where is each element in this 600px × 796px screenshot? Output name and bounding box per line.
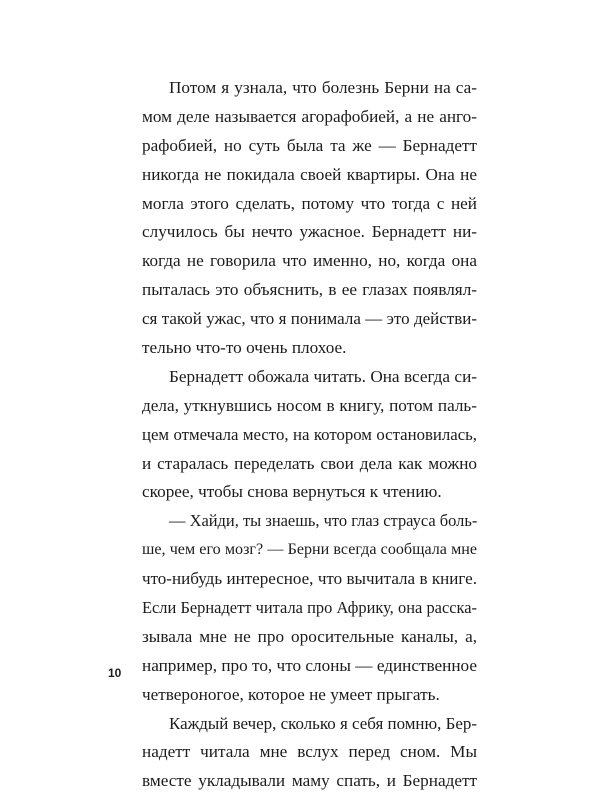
body-text xyxy=(142,74,477,796)
text-line: что-нибудь интересное, что вычитала в книге. xyxy=(142,569,477,589)
text-line: ше, чем его мозг? — Берни всегда сообщала мне xyxy=(142,541,477,559)
text-line: когда не говорила что именно, но, когда она xyxy=(142,251,477,271)
text-line: цем отмечала место, на котором остановилась, xyxy=(142,424,477,444)
text-line: могла этого сделать, потому что тогда с ней xyxy=(142,193,477,213)
text-line: четвероногое, которое не умеет прыгать. xyxy=(142,684,440,704)
text-line: зывала мне не про оросительные каналы, а, xyxy=(142,626,477,646)
text-line: пыталась это объяснить, в ее глазах появлял- xyxy=(142,280,477,300)
text-line: случилось бы нечто ужасное. Бернадетт ни- xyxy=(142,222,477,242)
text-line: мом деле называется агорафобией, а не анго- xyxy=(142,106,477,126)
text-line: Если Бернадетт читала про Африку, она расска- xyxy=(142,598,477,618)
text-line: Потом я узнала, что болезнь Берни на са- xyxy=(169,78,477,97)
text-line: надетт читала мне вслух перед сном. Мы xyxy=(142,742,477,762)
page-number: 10 xyxy=(108,666,122,680)
text-line: например, про то, что слоны — единственное xyxy=(142,655,477,675)
text-line: никогда не покидала своей квартиры. Она не xyxy=(142,164,477,184)
text-line: Каждый вечер, сколько я себя помню, Бер- xyxy=(169,713,477,733)
text-line: скорее, чтобы снова вернуться к чтению. xyxy=(142,482,442,502)
text-line: дела, уткнувшись носом в книгу, потом паль- xyxy=(142,395,477,415)
text-line: тельно что-то очень плохое. xyxy=(142,338,347,358)
text-line: — Хайди, ты знаешь, что глаз страуса боль- xyxy=(169,511,478,531)
text-line: Бернадетт обожала читать. Она всегда си- xyxy=(169,366,477,386)
text-line: ся такой ужас, что я понимала — это действи- xyxy=(142,309,477,329)
text-line: и старалась переделать свои дела как можно xyxy=(142,453,477,473)
text-line: вместе укладывали маму спать, и Бернадетт xyxy=(142,771,477,791)
text-line: рафобией, но суть была та же — Бернадетт xyxy=(142,135,477,155)
